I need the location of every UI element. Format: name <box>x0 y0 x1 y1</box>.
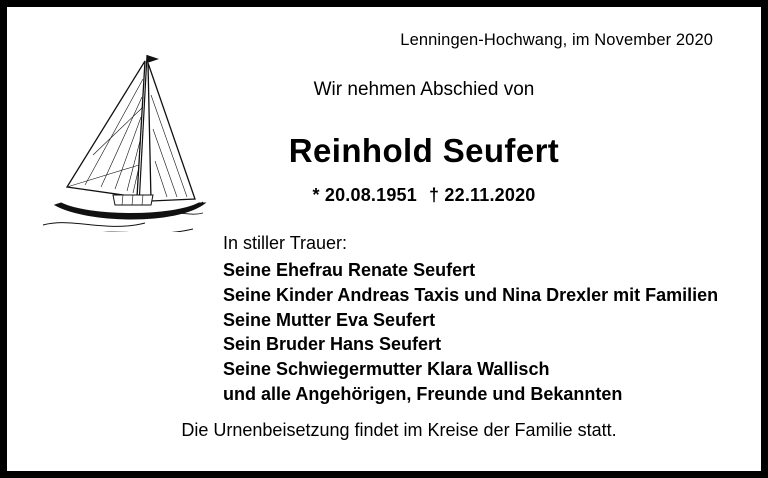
mourner-line: Seine Kinder Andreas Taxis und Nina Drexler mit Familien <box>223 284 719 305</box>
death-date: † 22.11.2020 <box>428 185 536 205</box>
mourner-line: Sein Bruder Hans Seufert <box>223 334 442 355</box>
life-dates <box>7 185 761 206</box>
deceased-name: Reinhold Seufert <box>288 132 560 169</box>
mourner-line: und alle Angehörigen, Freunde und Bekannten <box>223 384 623 405</box>
mourner-line: Seine Ehefrau Renate Seufert <box>223 260 476 280</box>
obituary-content <box>7 7 761 471</box>
farewell-line: Wir nehmen Abschied von <box>313 79 535 100</box>
mourner-line: Seine Mutter Eva Seufert <box>223 309 436 330</box>
mourner-line: Seine Schwiegermutter Klara Wallisch <box>223 359 550 380</box>
birth-date: * 20.08.1951 <box>312 185 417 205</box>
closing-line: Die Urnenbeisetzung findet im Kreise der Familie statt. <box>181 420 617 440</box>
mourners-block <box>223 233 718 407</box>
place-and-date: Lenningen-Hochwang, im November 2020 <box>400 31 713 49</box>
mourners-intro: In stiller Trauer: <box>223 233 348 253</box>
